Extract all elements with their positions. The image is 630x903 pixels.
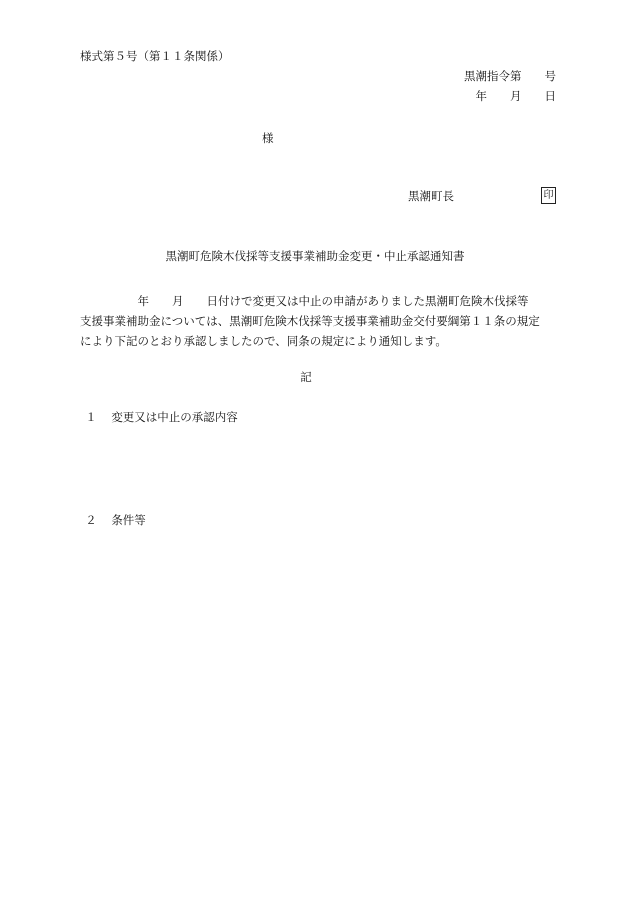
addressee-suffix: 様 — [262, 131, 274, 145]
document-number: 黒潮指令第 号 — [464, 69, 556, 83]
issue-date: 年 月 日 — [475, 89, 556, 103]
item-label: 変更又は中止の承認内容 — [111, 410, 238, 424]
notation-heading: 記 — [300, 370, 312, 384]
seal-mark: 印 — [541, 187, 556, 204]
issuer-block — [408, 191, 454, 203]
body-paragraph — [80, 291, 580, 351]
body-line-3: により下記のとおり承認しましたので、同条の規定により通知します。 — [80, 334, 447, 348]
item-number: １ — [85, 410, 97, 424]
form-number: 様式第５号（第１１条関係） — [80, 49, 230, 63]
document-title: 黒潮町危険木伐採等支援事業補助金変更・中止承認通知書 — [165, 249, 465, 263]
item-conditions — [80, 515, 146, 527]
item-approval-content — [80, 412, 238, 424]
item-number: ２ — [85, 513, 97, 527]
body-line-2: 支援事業補助金については、黒潮町危険木伐採等支援事業補助金交付要綱第１１条の規定 — [80, 314, 540, 328]
item-label: 条件等 — [111, 513, 146, 527]
body-line-1: 年 月 日付けで変更又は中止の申請がありました黒潮町危険木伐採等 — [80, 294, 529, 308]
issuer-title: 黒潮町長 — [408, 189, 454, 203]
